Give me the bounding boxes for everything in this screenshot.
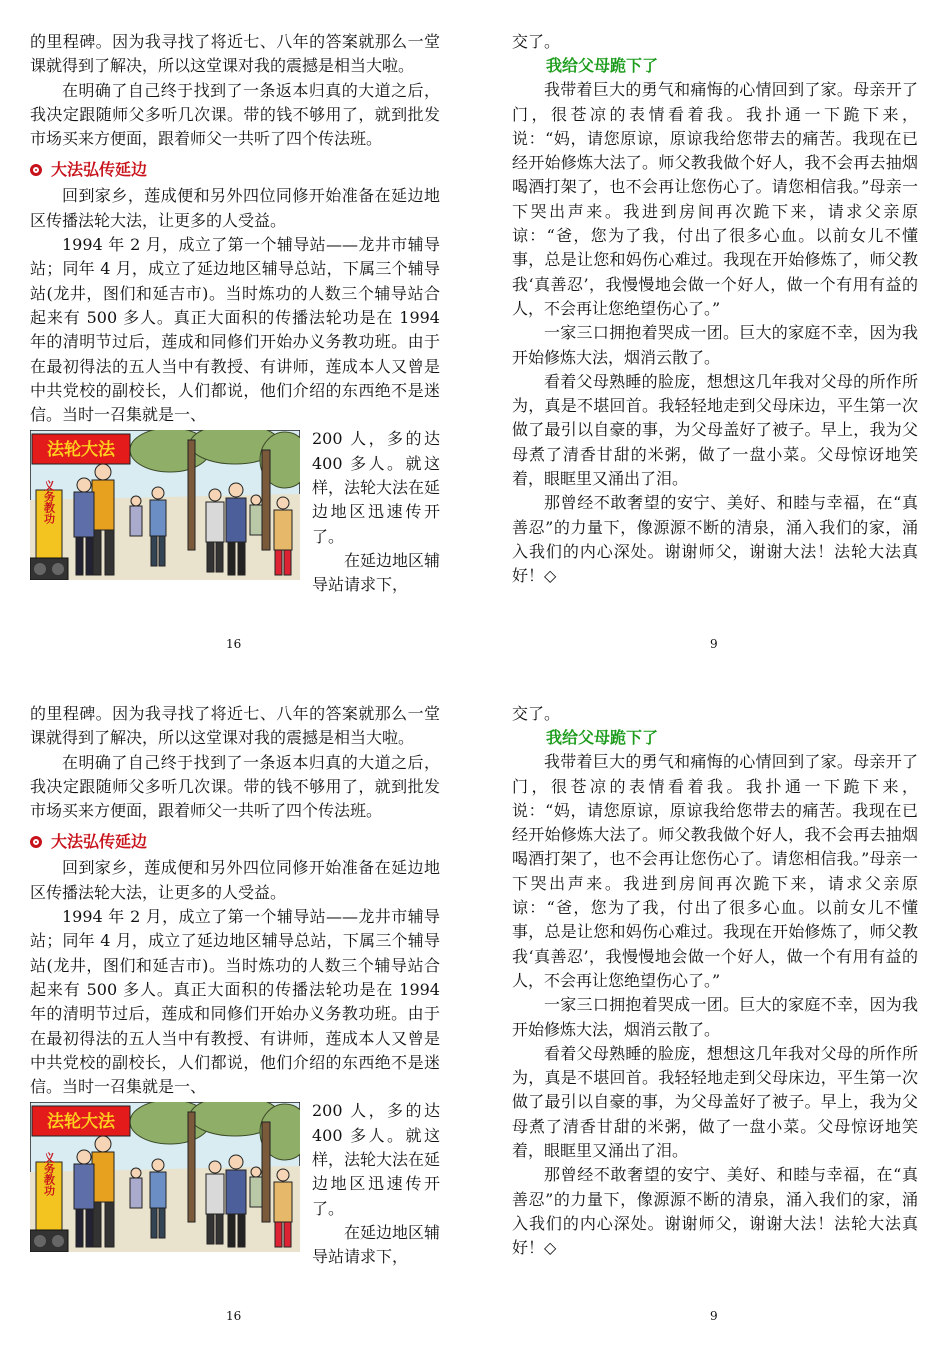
paragraph: 1994 年 2 月，成立了第一个辅导站——龙井市辅导站；同年 4 月，成立了延边地区辅导总站，下属三个辅导站(龙井，图们和延吉市)。当时炼功的人数三个辅导站合起来有 500 多人。真正大面积的传播法轮功是在 1994 年的清明节过后，莲成和同修们开始办义务教功班。由于在最初得法的五人当中有教授、有讲师，莲成本人又曾是中共党校的副校长，人们都说，他们介绍的东西绝不是迷信。当时一召集就是一、: [30, 907, 440, 1097]
paragraph: 在明确了自己终于找到了一条返本归真的大道之后，我决定跟随师父多听几次课。带的钱不够用了，就到批发市场买来方便面，跟着师父一共听了四个传法班。: [30, 80, 440, 149]
paragraph: 我带着巨大的勇气和痛悔的心情回到了家。母亲开了门，很苍凉的表情看着我。我扑通一下跪下来，说：“妈，请您原谅，原谅我给您带去的痛苦。我现在已经开始修炼大法了。师父教我做个好人，我不会再去抽烟喝酒打架了，也不会再让您伤心了。请您相信我。”母亲一下哭出声来。我进到房间再次跪下来，请求父亲原谅：“爸，您为了我，付出了很多心血。以前女儿不懂事，总是让您和妈伤心难过。我现在开始修炼了，师父教我‘真善忍’，我慢慢地会做一个好人，做一个有用有益的人，不会再让您绝望伤心了。”: [512, 80, 918, 318]
right-page-column: [512, 702, 918, 1261]
section-heading: [30, 157, 440, 183]
paragraph: 那曾经不敢奢望的安宁、美好、和睦与幸福，在“真善忍”的力量下，像源源不断的清泉，涌入我们的家，涌入我们的内心深处。谢谢师父，谢谢大法！法轮大法真好！◇: [512, 493, 918, 586]
sign-text: 义务教功: [42, 480, 56, 525]
paragraph: 那曾经不敢奢望的安宁、美好、和睦与幸福，在“真善忍”的力量下，像源源不断的清泉，涌入我们的家，涌入我们的内心深处。谢谢师父，谢谢大法！法轮大法真好！◇: [512, 1165, 918, 1258]
paragraph: 回到家乡，莲成便和另外四位同修开始准备在延边地区传播法轮大法，让更多的人受益。: [30, 186, 440, 230]
paragraph: 一家三口拥抱着哭成一团。巨大的家庭不幸，因为我开始修炼大法，烟消云散了。: [512, 323, 918, 367]
page-number: 16: [226, 1309, 242, 1323]
illustration-exercise-class: [30, 1102, 300, 1252]
page-spread-bottom: [0, 672, 950, 1344]
section-heading-text: 大法弘传延边: [51, 832, 148, 852]
paragraph: 的里程碑。因为我寻找了将近七、八年的答案就那么一堂课就得到了解决，所以这堂课对我的震撼是相当大啦。: [30, 704, 440, 748]
page-number: 9: [710, 1309, 718, 1323]
bullet-icon: [30, 836, 42, 848]
paragraph: 的里程碑。因为我寻找了将近七、八年的答案就那么一堂课就得到了解决，所以这堂课对我的震撼是相当大啦。: [30, 32, 440, 76]
paragraph: 看着父母熟睡的脸庞，想想这几年我对父母的所作所为，真是不堪回首。我轻轻地走到父母床边，平生第一次做了最引以自豪的事，为父母盖好了被子。早上，我为父母煮了清香甘甜的米粥，做了一盘小菜。父母惊讶地笑着，眼眶里又涌出了泪。: [512, 371, 918, 489]
paragraph: 200 人，多的达 400 多人。就这样，法轮大法在延边地区迅速传开了。: [312, 1101, 441, 1218]
right-page-column: [512, 30, 918, 589]
paragraph: 交了。: [512, 704, 561, 723]
page-number: 16: [226, 637, 242, 651]
banner-text: 法轮大法: [47, 440, 115, 461]
paragraph: 回到家乡，莲成便和另外四位同修开始准备在延边地区传播法轮大法，让更多的人受益。: [30, 858, 440, 902]
section-heading: 我给父母跪下了: [546, 56, 659, 76]
illustration-exercise-class: [30, 430, 300, 580]
paragraph: 交了。: [512, 32, 561, 51]
banner-text: 法轮大法: [47, 1112, 115, 1133]
left-page-column: [30, 702, 440, 1270]
paragraph: 在延边地区辅导站请求下，: [312, 550, 441, 595]
paragraph: 看着父母熟睡的脸庞，想想这几年我对父母的所作所为，真是不堪回首。我轻轻地走到父母床边，平生第一次做了最引以自豪的事，为父母盖好了被子。早上，我为父母煮了清香甘甜的米粥，做了一盘小菜。父母惊讶地笑着，眼眶里又涌出了泪。: [512, 1043, 918, 1161]
section-heading: 我给父母跪下了: [546, 728, 659, 748]
left-page-column: [30, 30, 440, 598]
paragraph: 一家三口拥抱着哭成一团。巨大的家庭不幸，因为我开始修炼大法，烟消云散了。: [512, 995, 918, 1039]
paragraph: 我带着巨大的勇气和痛悔的心情回到了家。母亲开了门，很苍凉的表情看着我。我扑通一下跪下来，说：“妈，请您原谅，原谅我给您带去的痛苦。我现在已经开始修炼大法了。师父教我做个好人，我不会再去抽烟喝酒打架了，也不会再让您伤心了。请您相信我。”母亲一下哭出声来。我进到房间再次跪下来，请求父亲原谅：“爸，您为了我，付出了很多心血。以前女儿不懂事，总是让您和妈伤心难过。我现在开始修炼了，师父教我‘真善忍’，我慢慢地会做一个好人，做一个有用有益的人，不会再让您绝望伤心了。”: [512, 752, 918, 990]
paragraph: 在延边地区辅导站请求下，: [312, 1222, 441, 1267]
section-heading-text: 大法弘传延边: [51, 160, 148, 180]
sign-text: 义务教功: [42, 1152, 56, 1197]
bullet-icon: [30, 164, 42, 176]
section-heading: [30, 829, 440, 855]
page-number: 9: [710, 637, 718, 651]
page-spread-top: [0, 0, 950, 672]
paragraph: 1994 年 2 月，成立了第一个辅导站——龙井市辅导站；同年 4 月，成立了延边地区辅导总站，下属三个辅导站(龙井，图们和延吉市)。当时炼功的人数三个辅导站合起来有 500 多人。真正大面积的传播法轮功是在 1994 年的清明节过后，莲成和同修们开始办义务教功班。由于在最初得法的五人当中有教授、有讲师，莲成本人又曾是中共党校的副校长，人们都说，他们介绍的东西绝不是迷信。当时一召集就是一、: [30, 235, 440, 425]
paragraph: 200 人，多的达 400 多人。就这样，法轮大法在延边地区迅速传开了。: [312, 429, 441, 546]
paragraph: 在明确了自己终于找到了一条返本归真的大道之后，我决定跟随师父多听几次课。带的钱不够用了，就到批发市场买来方便面，跟着师父一共听了四个传法班。: [30, 752, 440, 821]
